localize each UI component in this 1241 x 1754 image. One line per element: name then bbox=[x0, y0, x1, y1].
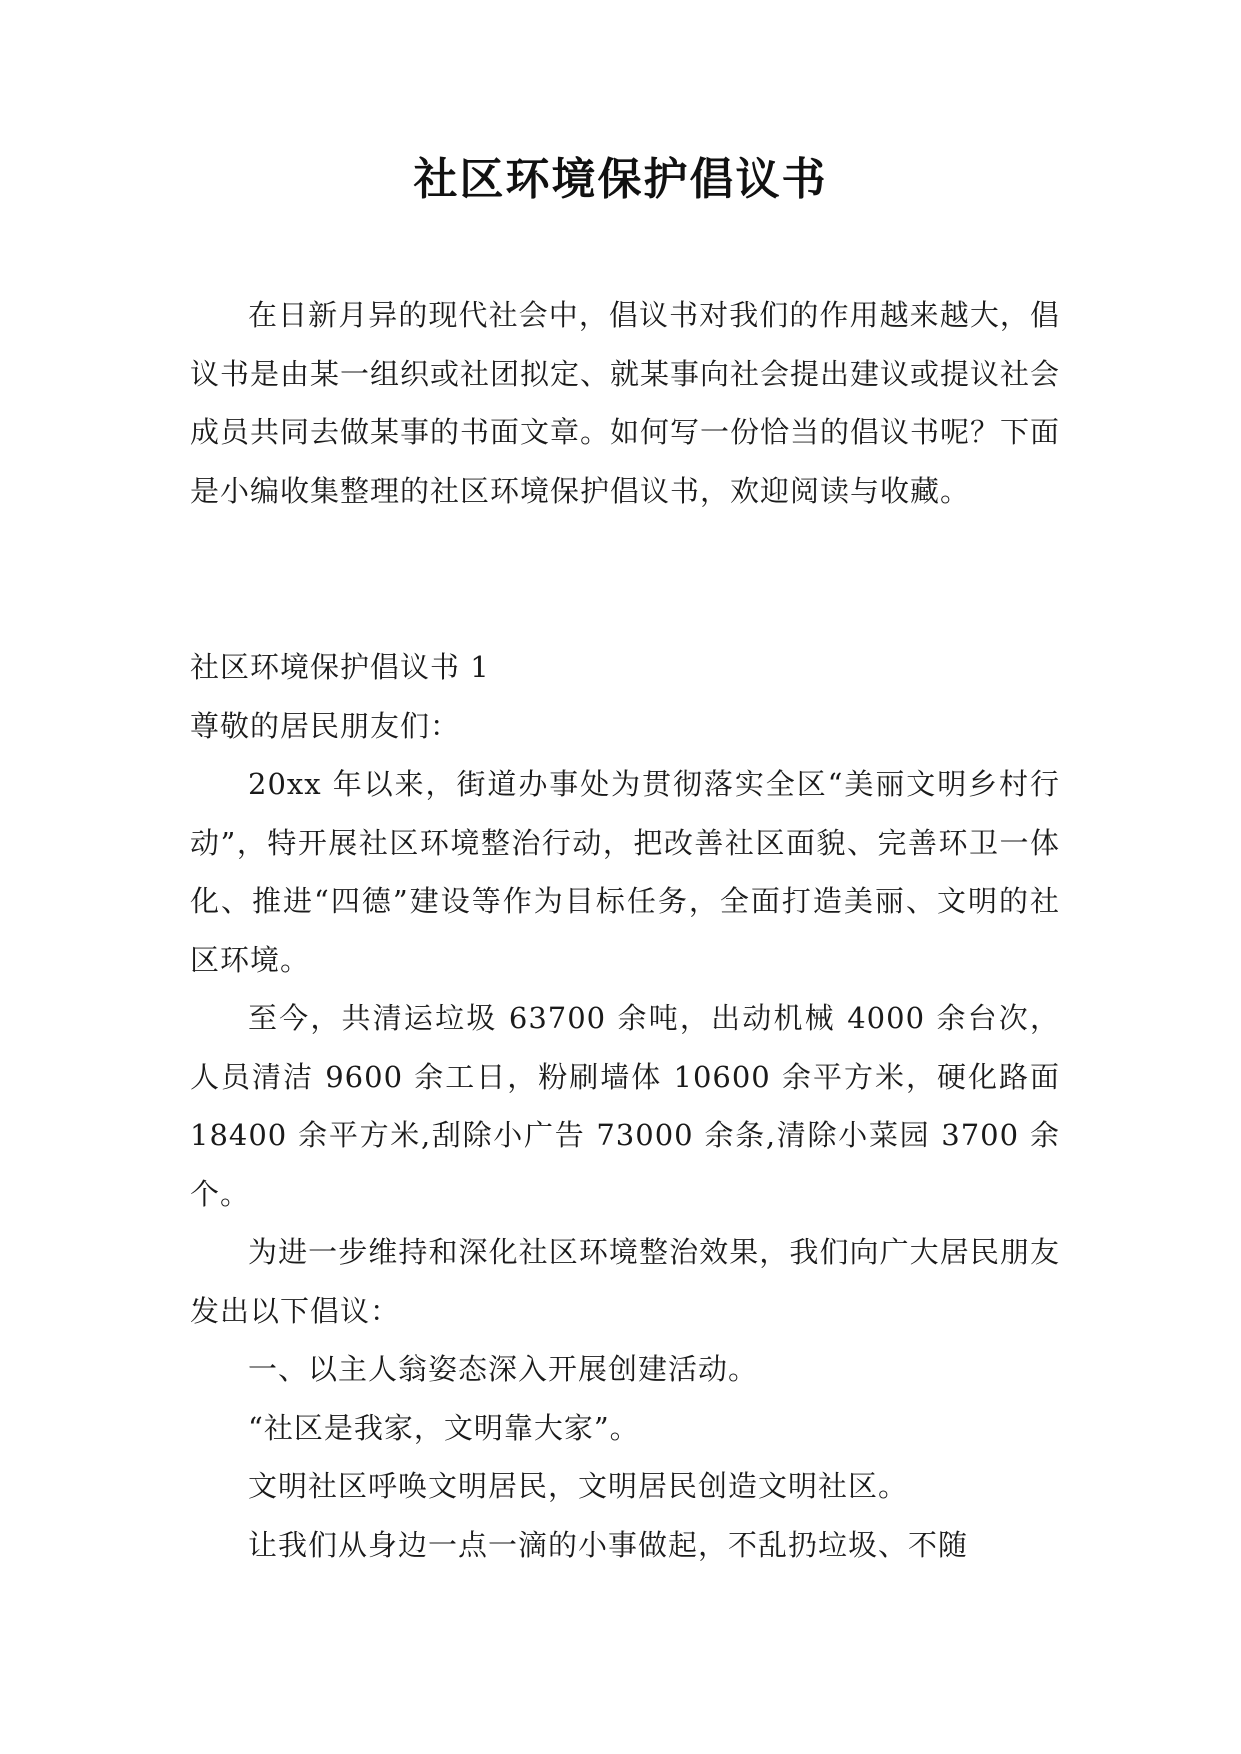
body-paragraph: 为进一步维持和深化社区环境整治效果，我们向广大居民朋友发出以下倡议： bbox=[190, 1235, 1060, 1328]
article-section bbox=[190, 638, 1060, 1574]
salutation: 尊敬的居民朋友们： bbox=[190, 708, 461, 743]
intro-section bbox=[190, 286, 1060, 520]
section-heading: 社区环境保护倡议书 1 bbox=[190, 650, 490, 684]
body-paragraph: 20xx 年以来，街道办事处为贯彻落实全区“美丽文明乡村行动”，特开展社区环境整治行动，把改善社区面貌、完善环卫一体化、推进“四德”建设等作为目标任务，全面打造美丽、文明的社区环境。 bbox=[190, 767, 1060, 977]
body-paragraph: 文明社区呼唤文明居民，文明居民创造文明社区。 bbox=[248, 1469, 909, 1503]
body-paragraph: 一、以主人翁姿态深入开展创建活动。 bbox=[248, 1352, 759, 1386]
document-title: 社区环境保护倡议书 bbox=[413, 154, 828, 205]
body-paragraph: 至今，共清运垃圾 63700 余吨，出动机械 4000 余台次，人员清洁 9600 余工日，粉刷墙体 10600 余平方米，硬化路面 18400 余平方米,刮除小广告 73000 余条,清除小菜园 3700 余个。 bbox=[190, 1001, 1060, 1211]
intro-paragraph: 在日新月异的现代社会中，倡议书对我们的作用越来越大，倡议书是由某一组织或社团拟定、就某事向社会提出建议或提议社会成员共同去做某事的书面文章。如何写一份恰当的倡议书呢？下面是小编收集整理的社区环境保护倡议书，欢迎阅读与收藏。 bbox=[190, 298, 1061, 508]
body-paragraph: 让我们从身边一点一滴的小事做起，不乱扔垃圾、不随 bbox=[248, 1527, 969, 1562]
body-paragraph: “社区是我家，文明靠大家”。 bbox=[248, 1410, 640, 1445]
